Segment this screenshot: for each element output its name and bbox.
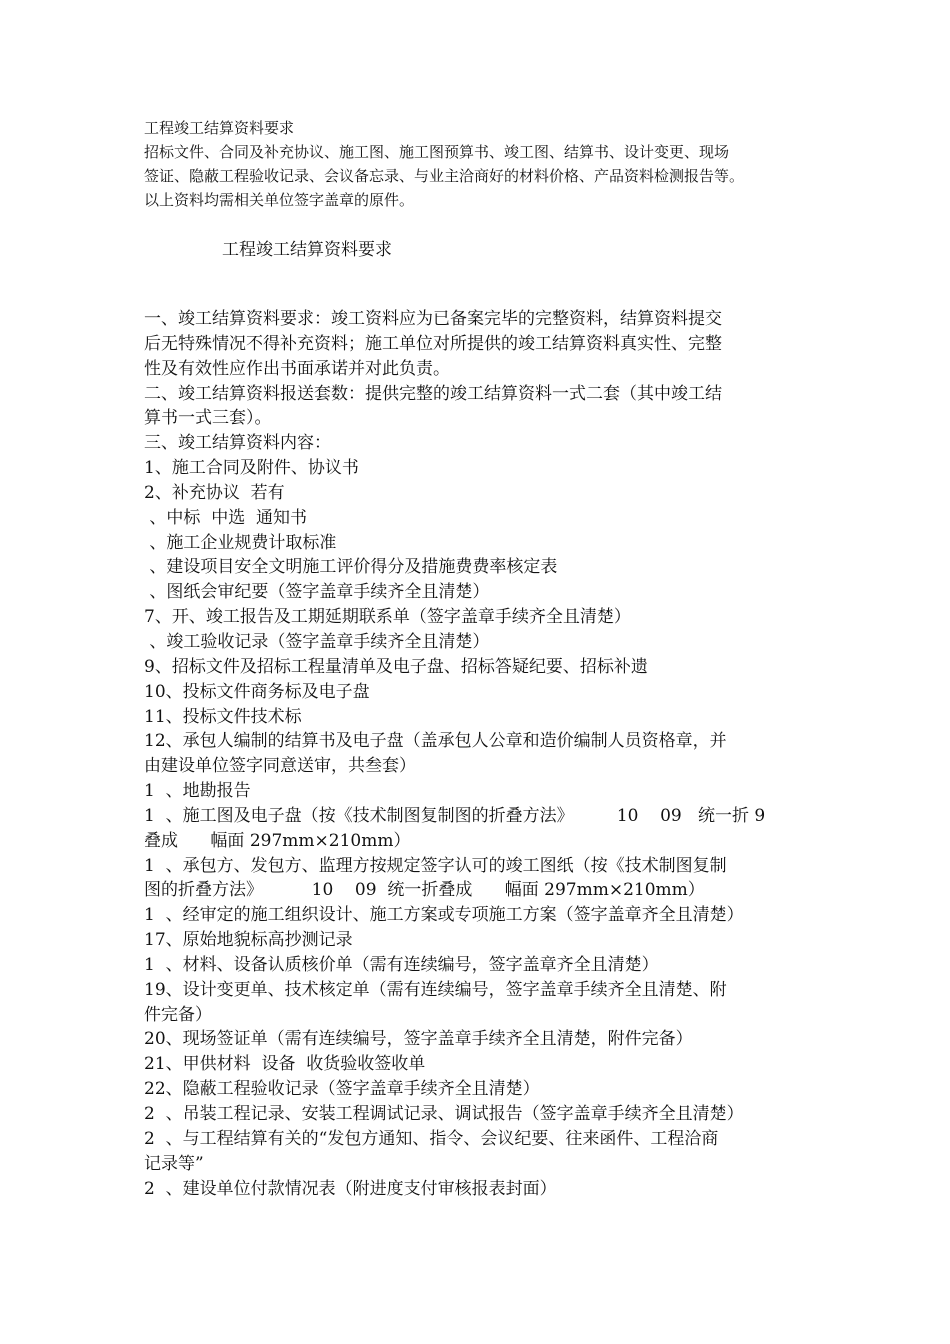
list-item: 11、投标文件技术标 (144, 706, 302, 727)
list-item: 22、隐蔽工程验收记录（签字盖章手续齐全且清楚） (144, 1079, 540, 1100)
list-item: 、施工企业规费计取标准 (144, 532, 337, 553)
list-item: 、建设项目安全文明施工评价得分及措施费费率核定表 (144, 557, 558, 578)
list-item: 17、原始地貌标高抄测记录 (144, 930, 353, 951)
list-item: 由建设单位签字同意送审，共叁套） (144, 756, 416, 777)
requirements-body (144, 307, 834, 1201)
list-item: 2 、吊装工程记录、安装工程调试记录、调试报告（签字盖章手续齐全且清楚） (144, 1104, 744, 1124)
intro-line: 以上资料均需相关单位签字盖章的原件。 (144, 191, 415, 209)
text-line: 算书一式三套）。 (144, 408, 272, 429)
list-item: 叠成 幅面 297mm×210mm） (144, 830, 411, 851)
document-title: 工程竣工结算资料要求 (222, 240, 392, 260)
intro-line: 招标文件、合同及补充协议、施工图、施工图预算书、竣工图、结算书、设计变更、现场 (144, 143, 730, 161)
list-item: 、中标 中选 通知书 (144, 507, 308, 528)
text-line: 性及有效性应作出书面承诺并对此负责。 (144, 358, 450, 379)
list-item: 7、开、竣工报告及工期延期联系单（签字盖章手续齐全且清楚） (144, 607, 631, 628)
list-item: 12、承包人编制的结算书及电子盘（盖承包人公章和造价编制人员资格章，并 (144, 731, 727, 752)
list-item: 1 、材料、设备认质核价单（需有连续编号，签字盖章齐全且清楚） (144, 954, 659, 975)
list-item: 1 、经审定的施工组织设计、施工方案或专项施工方案（签字盖章齐全且清楚） (144, 905, 744, 926)
list-item: 2 、建设单位付款情况表（附进度支付审核报表封面） (144, 1178, 557, 1199)
list-item: 10、投标文件商务标及电子盘 (144, 681, 370, 702)
list-item: 、竣工验收记录（签字盖章手续齐全且清楚） (144, 631, 490, 652)
list-item: 图的折叠方法》 10 09 统一折叠成 幅面 297mm×210mm） (144, 880, 705, 901)
list-item: 1、施工合同及附件、协议书 (144, 458, 359, 479)
list-item: 1 、地勘报告 (144, 781, 251, 802)
list-item: 20、现场签证单（需有连续编号，签字盖章手续齐全且清楚，附件完备） (144, 1029, 693, 1050)
text-line: 二、竣工结算资料报送套数：提供完整的竣工结算资料一式二套（其中竣工结 (144, 383, 722, 404)
list-item: 21、甲供材料 设备 收货验收签收单 (144, 1054, 426, 1075)
text-line: 后无特殊情况不得补充资料；施工单位对所提供的竣工结算资料真实性、完整 (144, 333, 722, 354)
text-line: 一、竣工结算资料要求：竣工资料应为已备案完毕的完整资料，结算资料提交 (144, 309, 722, 329)
list-item: 、图纸会审纪要（签字盖章手续齐全且清楚） (144, 582, 490, 603)
list-item: 9、招标文件及招标工程量清单及电子盘、招标答疑纪要、招标补遗 (144, 656, 648, 677)
list-item: 2 、与工程结算有关的“发包方通知、指令、会议纪要、往来函件、工程洽商 (144, 1128, 719, 1149)
list-item: 19、设计变更单、技术核定单（需有连续编号，签字盖章手续齐全且清楚、附 (144, 979, 727, 1000)
list-item: 1 、施工图及电子盘（按《技术制图复制图的折叠方法》 10 09 统一折 9 (144, 805, 766, 826)
list-item: 2、补充协议 若有 (144, 482, 285, 503)
intro-line: 签证、隐蔽工程验收记录、会议备忘录、与业主洽商好的材料价格、产品资料检测报告等。 (144, 167, 745, 185)
list-item: 件完备） (144, 1004, 212, 1025)
list-item: 1 、承包方、发包方、监理方按规定签字认可的竣工图纸（按《技术制图复制 (144, 855, 727, 876)
intro-section (144, 116, 844, 212)
intro-heading: 工程竣工结算资料要求 (144, 119, 295, 137)
text-line: 三、竣工结算资料内容： (144, 433, 331, 454)
list-item: 记录等” (144, 1153, 204, 1174)
